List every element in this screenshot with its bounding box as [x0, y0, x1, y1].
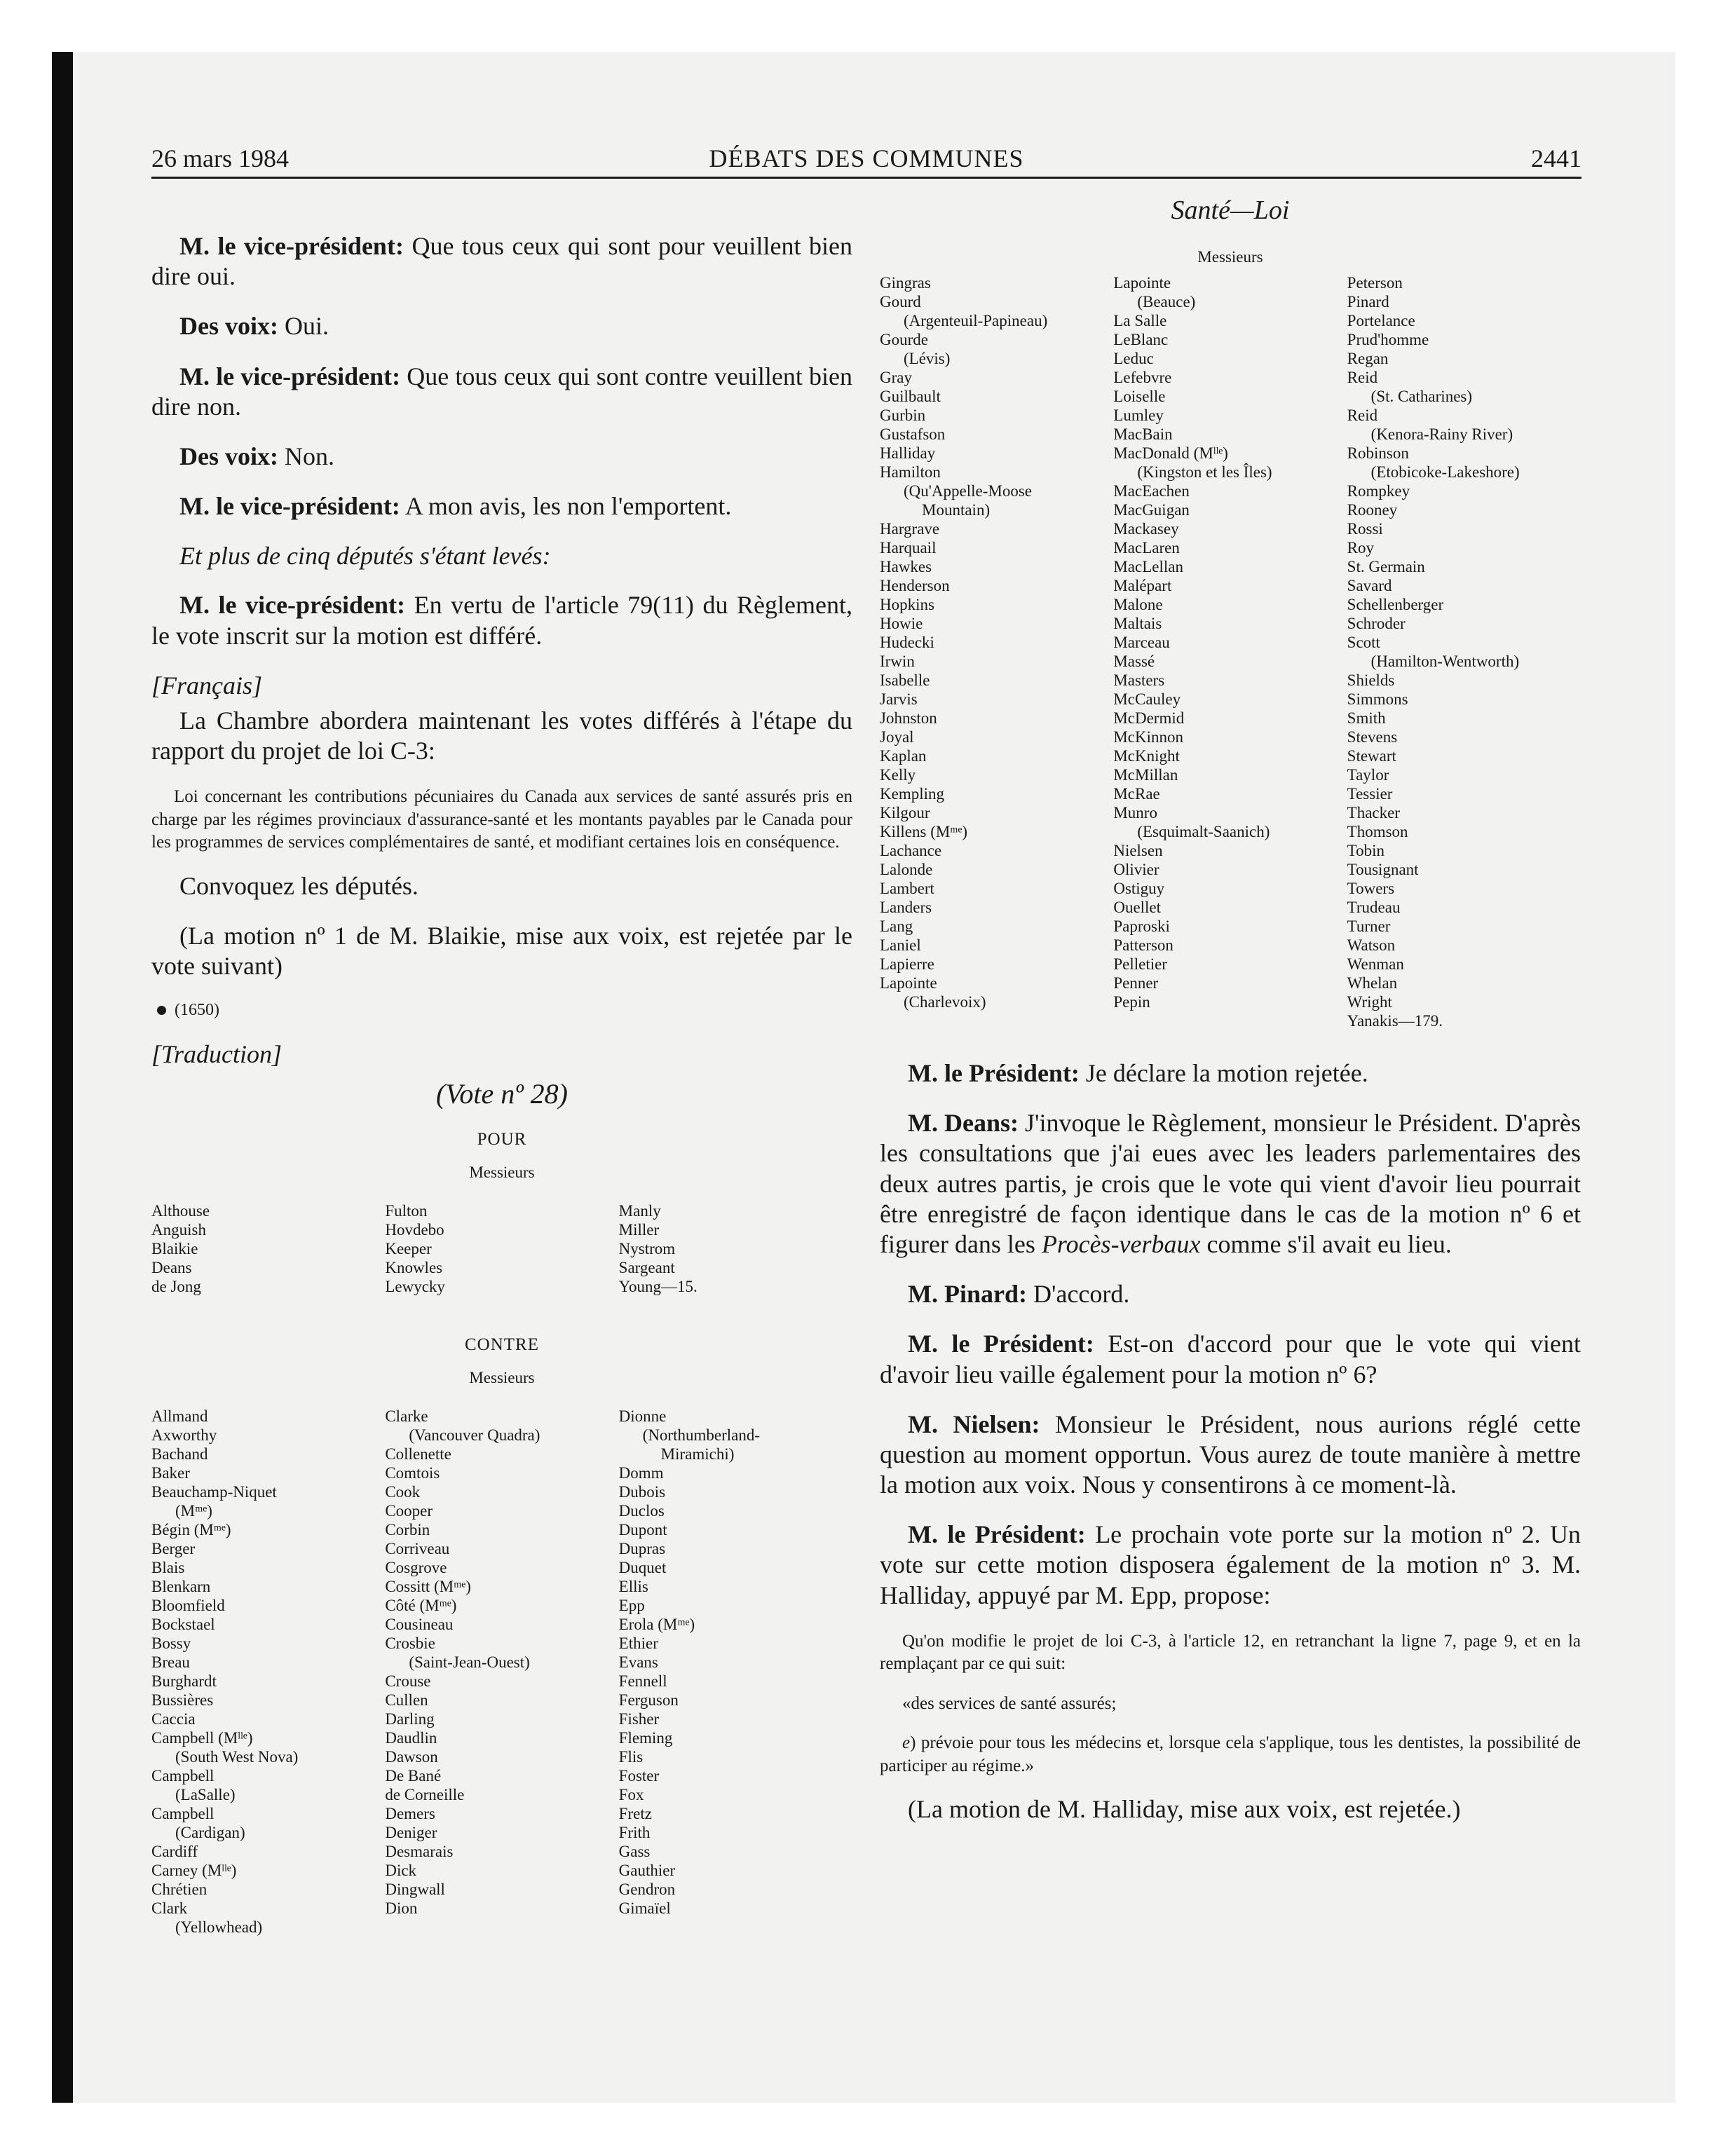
- speaker-name: M. Nielsen:: [908, 1410, 1040, 1438]
- speech-text: D'accord.: [1026, 1280, 1130, 1309]
- member-name: Desmarais: [385, 1843, 454, 1861]
- member-name: McMillan: [1113, 766, 1178, 784]
- member-name: Reid: [1347, 407, 1378, 424]
- member-name: Corbin: [385, 1521, 430, 1539]
- time-marker: [151, 1001, 852, 1020]
- member-name: Hargrave: [880, 520, 940, 538]
- right-messieurs: Messieurs: [1197, 248, 1263, 266]
- member-name: Hovdebo: [385, 1221, 444, 1239]
- member-name: Isabelle: [880, 671, 930, 689]
- member-name: Lambert: [880, 880, 934, 897]
- speaker-name: M. Deans:: [908, 1109, 1019, 1138]
- paragraph: (La motion nº 1 de M. Blaikie, mise aux voix, est rejetée par le vote suivant): [151, 921, 852, 980]
- paragraph: (La motion de M. Halliday, mise aux voix, est rejetée.): [908, 1795, 1461, 1824]
- member-name: Thomson: [1347, 823, 1408, 840]
- member-name: McDermid: [1113, 709, 1185, 727]
- member-name: Ethier: [618, 1635, 658, 1653]
- member-name: Prud'homme: [1347, 331, 1429, 348]
- member-name: Anguish: [151, 1221, 206, 1239]
- member-name: Fretz: [618, 1805, 652, 1823]
- member-name: Joyal: [880, 728, 914, 746]
- member-name: Rooney: [1347, 501, 1398, 519]
- member-name: Mountain): [922, 501, 991, 519]
- speaker-name: M. le vice-président:: [179, 232, 404, 260]
- member-name: Bloomfield: [151, 1597, 225, 1615]
- member-name: Tousignant: [1347, 861, 1419, 878]
- member-name: Knowles: [385, 1259, 443, 1277]
- member-name: Fulton: [385, 1202, 428, 1220]
- speech-paragraph: [880, 1108, 1581, 1260]
- member-name: (Qu'Appelle-Moose: [904, 482, 1032, 500]
- member-name: Demers: [385, 1805, 435, 1823]
- member-name: Smith: [1347, 709, 1386, 727]
- contre-messieurs: Messieurs: [469, 1369, 535, 1387]
- member-name: Landers: [880, 899, 932, 916]
- member-name: Simmons: [1347, 690, 1408, 708]
- member-name: Wenman: [1347, 955, 1404, 973]
- member-name: Ostiguy: [1113, 880, 1165, 897]
- member-name: Yanakis—179.: [1347, 1012, 1443, 1030]
- member-name: Kelly: [880, 766, 916, 784]
- member-name: (South West Nova): [175, 1748, 299, 1766]
- speech-paragraph: [880, 1279, 1581, 1309]
- member-name: Dionne: [618, 1407, 667, 1426]
- member-name: Young—15.: [618, 1278, 698, 1296]
- member-name: Wright: [1347, 993, 1392, 1011]
- quoted-text: «des services de santé assurés;: [902, 1693, 1117, 1713]
- member-name: MacLellan: [1113, 558, 1183, 575]
- header-date: 26 mars 1984: [151, 144, 289, 172]
- member-name: Lachance: [880, 842, 942, 859]
- member-name: Gray: [880, 369, 912, 386]
- item-letter: e: [902, 1733, 911, 1753]
- speech-text: Que tous ceux qui sont pour veuillent bien dire oui.: [151, 232, 852, 291]
- member-name: Malépart: [1113, 577, 1172, 594]
- member-name: MacBain: [1113, 425, 1173, 443]
- member-name: Shields: [1347, 671, 1395, 689]
- member-name: Clarke: [385, 1407, 428, 1426]
- member-name: Gimaïel: [618, 1899, 671, 1918]
- member-name: Chrétien: [151, 1881, 207, 1899]
- speech-paragraph: [151, 442, 852, 472]
- member-name: Lapierre: [880, 955, 934, 973]
- member-name: Dingwall: [385, 1881, 445, 1899]
- speech-paragraph: [880, 1410, 1581, 1501]
- name-column: [151, 1201, 385, 1296]
- member-name: Corriveau: [385, 1540, 450, 1558]
- speech-text: Non.: [278, 442, 334, 470]
- speech-text: Est-on d'accord pour que le vote qui vient d'avoir lieu vaille également pour la motion nº 6?: [880, 1330, 1581, 1389]
- speech-paragraph: [151, 231, 852, 292]
- member-name: (Hamilton-Wentworth): [1370, 653, 1520, 670]
- member-name: Evans: [618, 1653, 658, 1672]
- member-name: Hopkins: [880, 596, 934, 613]
- member-name: Lumley: [1113, 407, 1164, 424]
- language-marker: [Traduction]: [151, 1040, 283, 1069]
- bullet-icon: [157, 1006, 166, 1015]
- speech-paragraph: [880, 1520, 1581, 1611]
- speech-text: Le prochain vote porte sur la motion nº 2. Un vote sur cette motion disposera également de la motion nº 3. M. Halliday, appuyé par M. Epp, propose:: [880, 1520, 1581, 1609]
- member-name: Trudeau: [1347, 899, 1401, 916]
- member-name: Pepin: [1113, 993, 1150, 1011]
- member-name: Burghardt: [151, 1672, 217, 1691]
- member-name: Lapointe: [880, 974, 937, 992]
- member-name: Foster: [618, 1767, 660, 1785]
- member-name: Thacker: [1347, 804, 1400, 821]
- member-name: Schroder: [1347, 615, 1406, 632]
- member-name: Althouse: [151, 1202, 210, 1220]
- member-name: Fleming: [618, 1729, 673, 1747]
- member-name: McKinnon: [1113, 728, 1183, 746]
- language-marker: [Français]: [151, 671, 263, 700]
- member-name: Penner: [1113, 974, 1159, 992]
- member-name: Bachand: [151, 1445, 208, 1464]
- member-name: Portelance: [1347, 312, 1415, 329]
- member-name: Ouellet: [1113, 899, 1162, 916]
- quoted-text: Loi concernant les contributions pécuniaires du Canada aux services de santé assurés pris en charge par les régimes provinciaux d'assurance-santé et les montants payables par le Canada pour les programmes de services complémentaires de santé, et modifiant certaines lois en conséquence.: [151, 787, 852, 852]
- member-name: Killens (Mᵐᵉ): [880, 823, 968, 840]
- member-name: Campbell: [151, 1805, 215, 1823]
- member-name: Towers: [1347, 880, 1395, 897]
- member-name: Sargeant: [618, 1259, 675, 1277]
- member-name: Gourde: [880, 331, 928, 348]
- speech-text: Oui.: [278, 312, 329, 341]
- right-text-blocks: [880, 1058, 1581, 1825]
- speech-text: Que tous ceux qui sont contre veuillent bien dire non.: [151, 362, 852, 421]
- member-name: Crouse: [385, 1672, 431, 1691]
- member-name: Blaikie: [151, 1240, 198, 1258]
- member-name: Bégin (Mᵐᵉ): [151, 1521, 231, 1539]
- speaker-name: M. le Président:: [908, 1059, 1080, 1087]
- member-name: Tobin: [1347, 842, 1384, 859]
- member-name: Cossitt (Mᵐᵉ): [385, 1578, 471, 1596]
- member-name: (Mᵐᵉ): [175, 1502, 212, 1520]
- member-name: Manly: [618, 1202, 661, 1220]
- member-name: (Yellowhead): [175, 1918, 263, 1937]
- member-name: Paproski: [1113, 917, 1170, 935]
- member-name: Lalonde: [880, 861, 933, 878]
- member-name: McKnight: [1113, 747, 1180, 765]
- contre-continued-name-list: [880, 273, 1581, 1030]
- speaker-name: M. le vice-président:: [179, 362, 401, 390]
- member-name: Lefebvre: [1113, 369, 1172, 386]
- member-name: Dawson: [385, 1748, 438, 1766]
- speech-paragraph: [151, 491, 852, 521]
- name-column: [1113, 273, 1347, 1030]
- member-name: Dick: [385, 1862, 417, 1880]
- member-name: Roy: [1347, 539, 1374, 557]
- member-name: Cook: [385, 1483, 421, 1501]
- member-name: St. Germain: [1347, 558, 1425, 575]
- member-name: Cooper: [385, 1502, 433, 1520]
- member-name: Gass: [618, 1843, 651, 1861]
- member-name: Howie: [880, 615, 923, 632]
- member-name: Breau: [151, 1653, 190, 1672]
- member-name: Bussières: [151, 1691, 214, 1710]
- vote-title: (Vote nº 28): [436, 1078, 568, 1110]
- member-name: MacEachen: [1113, 482, 1190, 500]
- scan-edge: [52, 52, 73, 2103]
- member-name: Ellis: [618, 1578, 648, 1596]
- speech-paragraph: [151, 311, 852, 341]
- member-name: Frith: [618, 1824, 651, 1842]
- member-name: Dupras: [618, 1540, 666, 1558]
- speech-text: Je déclare la motion rejetée.: [1079, 1059, 1368, 1087]
- member-name: (Vancouver Quadra): [409, 1426, 540, 1445]
- member-name: Tessier: [1347, 785, 1393, 803]
- name-column: [385, 1407, 618, 1937]
- member-name: Gourd: [880, 293, 921, 311]
- member-name: Loiselle: [1113, 388, 1166, 405]
- speaker-name: M. Pinard:: [908, 1280, 1027, 1309]
- member-name: Axworthy: [151, 1426, 217, 1445]
- member-name: (Cardigan): [175, 1824, 245, 1842]
- member-name: (Beauce): [1137, 293, 1196, 311]
- member-name: Savard: [1347, 577, 1392, 594]
- speaker-name: M. le Président:: [908, 1330, 1094, 1358]
- member-name: Fox: [618, 1786, 644, 1804]
- member-name: Maltais: [1113, 615, 1162, 632]
- member-name: Regan: [1347, 350, 1389, 367]
- speech-paragraph: [880, 1058, 1581, 1089]
- member-name: Campbell: [151, 1767, 215, 1785]
- member-name: Munro: [1113, 804, 1157, 821]
- member-name: Collenette: [385, 1445, 451, 1464]
- member-name: Allmand: [151, 1407, 208, 1426]
- member-name: Carney (Mˡˡᵉ): [151, 1862, 237, 1880]
- member-name: Côté (Mᵐᵉ): [385, 1597, 457, 1615]
- member-name: Turner: [1347, 917, 1391, 935]
- member-name: Pinard: [1347, 293, 1389, 311]
- member-name: Cardiff: [151, 1843, 198, 1861]
- member-name: Nielsen: [1113, 842, 1163, 859]
- member-name: Patterson: [1113, 936, 1173, 954]
- member-name: Crosbie: [385, 1635, 435, 1653]
- member-name: Miramichi): [660, 1445, 735, 1464]
- member-name: Lapointe: [1113, 274, 1171, 292]
- member-name: Hudecki: [880, 634, 934, 651]
- member-name: Gendron: [618, 1881, 676, 1899]
- member-name: Stewart: [1347, 747, 1396, 765]
- member-name: Cullen: [385, 1691, 428, 1710]
- member-name: Leduc: [1113, 350, 1154, 367]
- member-name: Cosgrove: [385, 1559, 447, 1577]
- member-name: (Lévis): [904, 350, 951, 367]
- speech-paragraph: [880, 1329, 1581, 1389]
- quoted-text: Qu'on modifie le projet de loi C-3, à l'article 12, en retranchant la ligne 7, page 9, et en la remplaçant par ce qui suit:: [880, 1631, 1581, 1674]
- right-column: [880, 195, 1581, 1845]
- member-name: Cousineau: [385, 1616, 454, 1634]
- paragraph: Convoquez les députés.: [179, 871, 419, 900]
- member-name: Johnston: [880, 709, 937, 727]
- member-name: Kilgour: [880, 804, 930, 821]
- paragraph: La Chambre abordera maintenant les votes différés à l'étape du rapport du projet de loi C-3:: [151, 706, 852, 765]
- member-name: Whelan: [1347, 974, 1398, 992]
- member-name: Lang: [880, 917, 913, 935]
- member-name: Blais: [151, 1559, 185, 1577]
- member-name: Marceau: [1113, 634, 1170, 651]
- member-name: MacDonald (Mˡˡᵉ): [1113, 444, 1228, 462]
- member-name: (Kenora-Rainy River): [1370, 425, 1513, 443]
- member-name: Taylor: [1347, 766, 1389, 784]
- member-name: Deniger: [385, 1824, 437, 1842]
- member-name: Blenkarn: [151, 1578, 211, 1596]
- member-name: Harquail: [880, 539, 937, 557]
- name-column: [619, 1407, 852, 1937]
- speech-paragraph: [151, 362, 852, 422]
- member-name: Kaplan: [880, 747, 927, 765]
- member-name: Bossy: [151, 1635, 191, 1653]
- pour-messieurs: Messieurs: [469, 1164, 535, 1182]
- section-title: Santé—Loi: [1171, 196, 1290, 225]
- member-name: MacLaren: [1113, 539, 1180, 557]
- member-name: Pelletier: [1113, 955, 1167, 973]
- contre-name-list: [151, 1407, 852, 1937]
- member-name: Jarvis: [880, 690, 918, 708]
- member-name: Darling: [385, 1710, 435, 1728]
- pour-label: POUR: [477, 1130, 527, 1149]
- speech-text: J'invoque le Règlement, monsieur le Président. D'après les consultations que j'ai eues avec les leaders parlementaires des deux autres partis, je crois que le vote qui vient d'avoir lieu pourrait être enregistré de façon identique dans le cas de la motion nº 6 et figurer dans les Procès-verbaux comme s'il avait eu lieu.: [880, 1109, 1581, 1258]
- member-name: Epp: [618, 1597, 645, 1615]
- header-page-number: 2441: [1531, 144, 1581, 172]
- header-rule: [151, 177, 1581, 179]
- member-name: (Argenteuil-Papineau): [904, 312, 1048, 329]
- member-name: Hawkes: [880, 558, 932, 575]
- name-column: [151, 1407, 385, 1937]
- name-column: [880, 273, 1113, 1030]
- speech-text: En vertu de l'article 79(11) du Règlement, le vote inscrit sur la motion est différé.: [151, 591, 852, 650]
- member-name: Duclos: [618, 1502, 665, 1520]
- member-name: Henderson: [880, 577, 950, 594]
- member-name: Beauchamp-Niquet: [151, 1483, 277, 1501]
- member-name: Duquet: [618, 1559, 667, 1577]
- member-name: Dubois: [618, 1483, 666, 1501]
- member-name: La Salle: [1113, 312, 1167, 329]
- member-name: Comtois: [385, 1464, 440, 1482]
- name-column: [619, 1201, 852, 1296]
- member-name: Massé: [1113, 653, 1155, 670]
- member-name: (LaSalle): [175, 1786, 236, 1804]
- pour-name-list: [151, 1201, 852, 1296]
- member-name: Rompkey: [1347, 482, 1410, 500]
- member-name: (Saint-Jean-Ouest): [409, 1653, 530, 1672]
- member-name: Mackasey: [1113, 520, 1179, 538]
- member-name: Gauthier: [618, 1862, 676, 1880]
- member-name: Watson: [1347, 936, 1396, 954]
- member-name: Reid: [1347, 369, 1378, 386]
- member-name: Olivier: [1113, 861, 1159, 878]
- member-name: Stevens: [1347, 728, 1398, 746]
- left-column: [151, 231, 852, 1937]
- member-name: Irwin: [880, 653, 915, 670]
- member-name: McCauley: [1113, 690, 1181, 708]
- member-name: Fisher: [618, 1710, 660, 1728]
- contre-label: CONTRE: [465, 1335, 539, 1355]
- member-name: Scott: [1347, 634, 1380, 651]
- member-name: Miller: [618, 1221, 660, 1239]
- member-name: Caccia: [151, 1710, 196, 1728]
- name-column: [1347, 273, 1581, 1030]
- speaker-name: Des voix:: [179, 312, 278, 341]
- time-stamp: (1650): [175, 1001, 219, 1020]
- member-name: (Northumberland-: [642, 1426, 760, 1445]
- member-name: Laniel: [880, 936, 921, 954]
- left-text-blocks: [151, 231, 852, 1069]
- member-name: (Etobicoke-Lakeshore): [1370, 463, 1520, 481]
- member-name: de Corneille: [385, 1786, 465, 1804]
- member-name: (Charlevoix): [904, 993, 986, 1011]
- member-name: Flis: [618, 1748, 644, 1766]
- member-name: Nystrom: [618, 1240, 676, 1258]
- member-name: Robinson: [1347, 444, 1409, 462]
- quoted-text: e) prévoie pour tous les médecins et, lorsque cela s'applique, tous les dentistes, la possibilité de participer au régime.»: [880, 1733, 1581, 1775]
- member-name: Deans: [151, 1259, 192, 1277]
- member-name: Peterson: [1347, 274, 1403, 292]
- member-name: De Bané: [385, 1767, 442, 1785]
- speech-paragraph: [151, 590, 852, 650]
- member-name: (Kingston et les Îles): [1137, 463, 1272, 481]
- member-name: Hamilton: [880, 463, 941, 481]
- member-name: Gustafson: [880, 425, 946, 443]
- stage-direction: Et plus de cinq députés s'étant levés:: [179, 542, 551, 571]
- member-name: McRae: [1113, 785, 1160, 803]
- member-name: LeBlanc: [1113, 331, 1169, 348]
- speaker-name: M. le Président:: [908, 1520, 1086, 1549]
- member-name: Malone: [1113, 596, 1163, 613]
- member-name: Masters: [1113, 671, 1165, 689]
- member-name: Baker: [151, 1464, 190, 1482]
- speaker-name: Des voix:: [179, 442, 278, 470]
- member-name: Dion: [385, 1899, 418, 1918]
- member-name: Fennell: [618, 1672, 667, 1691]
- member-name: Rossi: [1347, 520, 1383, 538]
- member-name: Gurbin: [880, 407, 926, 424]
- member-name: de Jong: [151, 1278, 201, 1296]
- name-column: [385, 1201, 618, 1296]
- header-journal: DÉBATS DES COMMUNES: [709, 144, 1024, 172]
- emphasis: Procès-verbaux: [1041, 1229, 1201, 1258]
- member-name: Erola (Mᵐᵉ): [618, 1616, 695, 1634]
- member-name: Halliday: [880, 444, 936, 462]
- member-name: Schellenberger: [1347, 596, 1444, 613]
- member-name: Lewycky: [385, 1278, 445, 1296]
- member-name: Domm: [618, 1464, 664, 1482]
- member-name: Ferguson: [618, 1691, 679, 1710]
- speech-text: Monsieur le Président, nous aurions réglé cette question au moment opportun. Vous aurez de toute manière à mettre la motion aux voix. Nous y consentirons à ce moment-là.: [880, 1410, 1581, 1499]
- speaker-name: M. le vice-président:: [179, 492, 400, 521]
- member-name: Dupont: [618, 1521, 667, 1539]
- member-name: MacGuigan: [1113, 501, 1190, 519]
- member-name: (Esquimalt-Saanich): [1137, 823, 1270, 840]
- speech-text: A mon avis, les non l'emportent.: [400, 492, 732, 521]
- member-name: Daudlin: [385, 1729, 437, 1747]
- member-name: Guilbault: [880, 388, 941, 405]
- member-name: Kempling: [880, 785, 944, 803]
- page-header: [151, 144, 1581, 179]
- member-name: Berger: [151, 1540, 196, 1558]
- member-name: Keeper: [385, 1240, 432, 1258]
- member-name: Gingras: [880, 274, 931, 292]
- member-name: Campbell (Mˡˡᵉ): [151, 1729, 253, 1747]
- speaker-name: M. le vice-président:: [179, 591, 406, 620]
- member-name: Clark: [151, 1899, 188, 1918]
- member-name: Bockstael: [151, 1616, 215, 1634]
- member-name: (St. Catharines): [1370, 388, 1473, 405]
